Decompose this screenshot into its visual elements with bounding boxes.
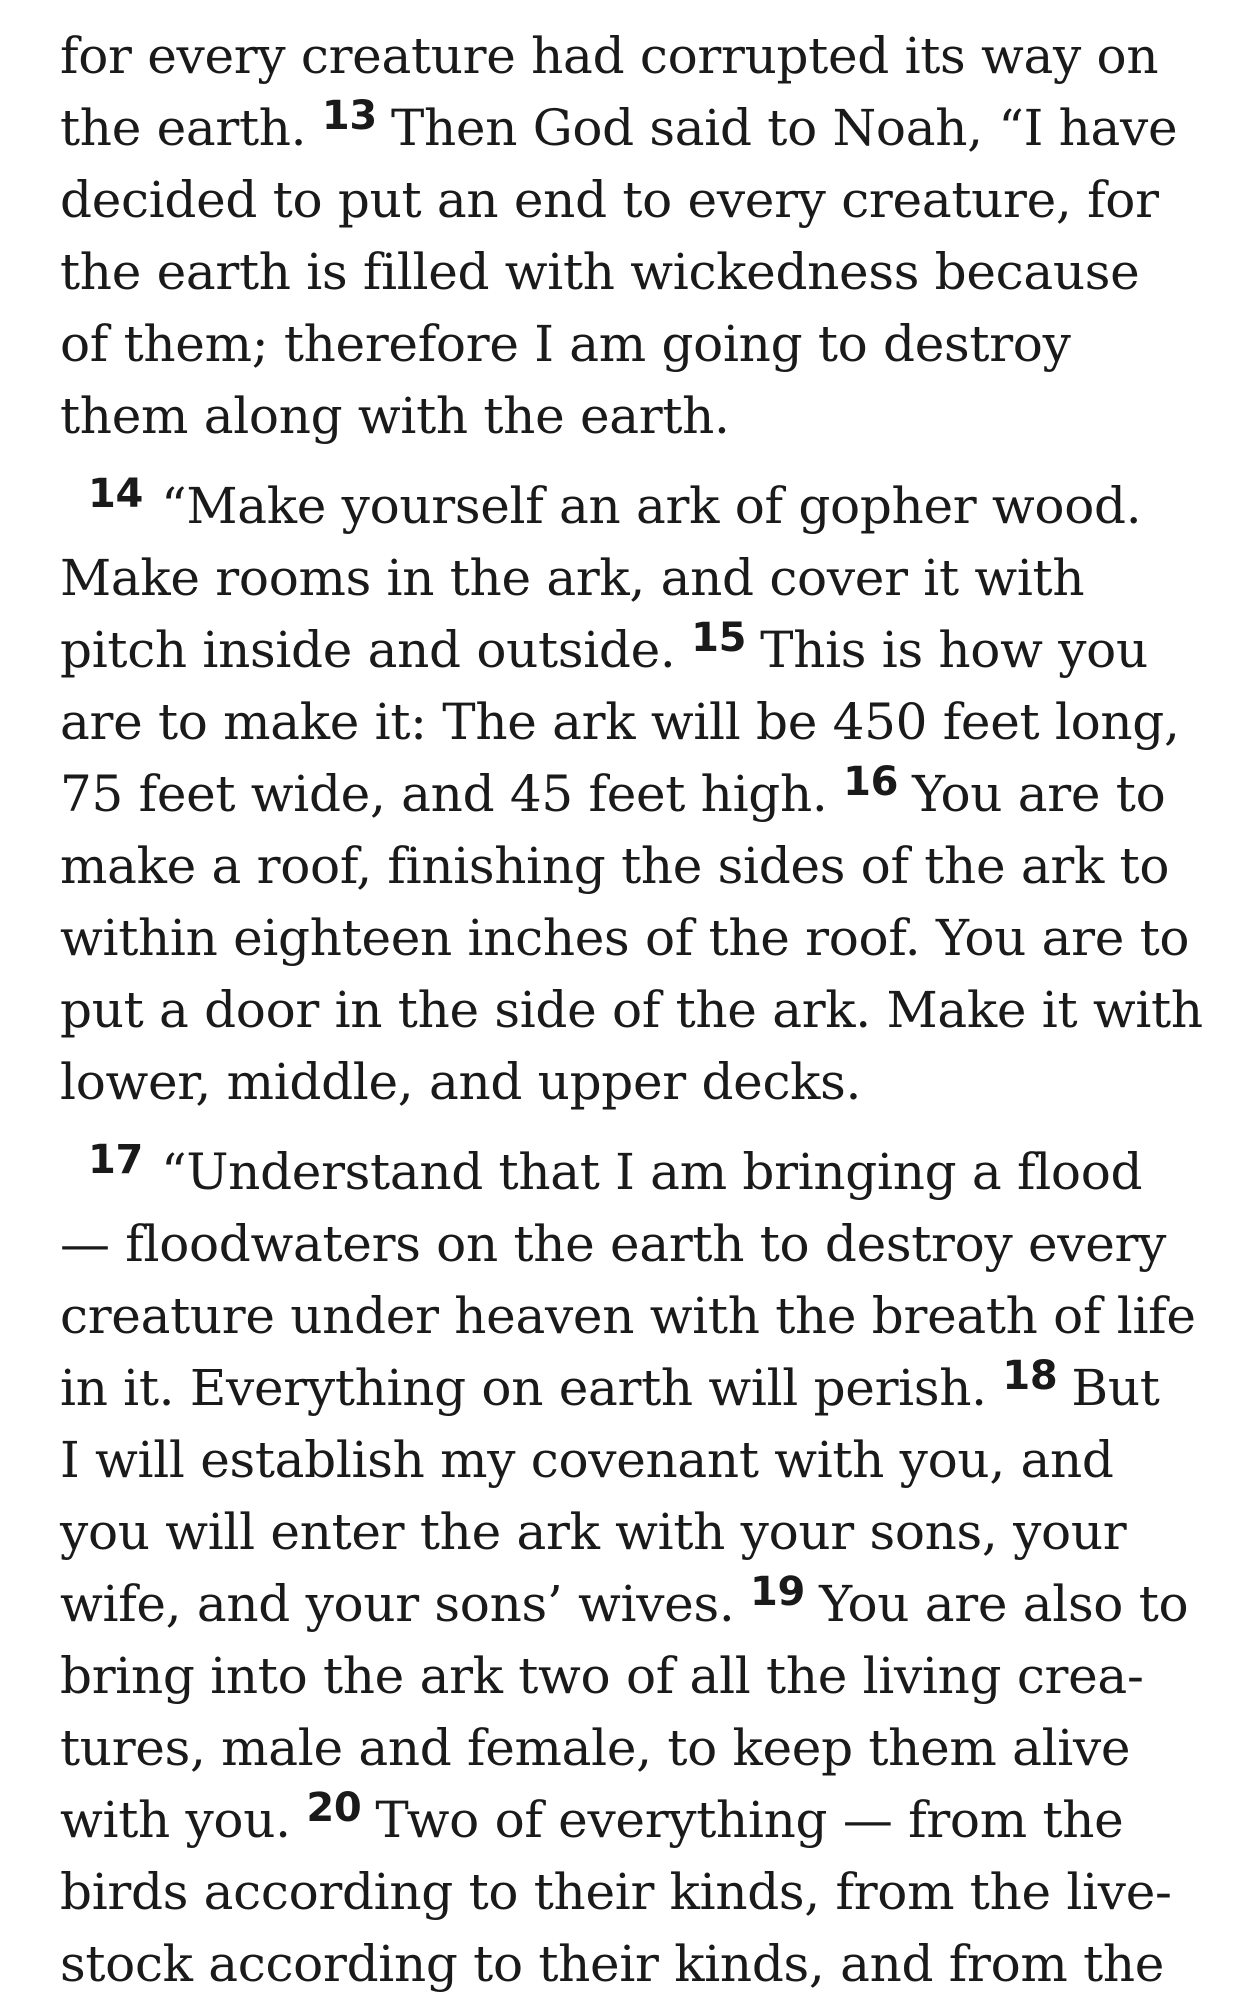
text-line: pitch inside and outside. $^{15}$ This is how you [60,615,1148,679]
text-line: decided to put an end to every creature, for [60,171,1159,229]
text-line: Make rooms in the ark, and cover it with [60,549,1085,607]
text-line: them along with the earth. [60,387,730,445]
text-line: of them; therefore I am going to destroy [60,315,1071,373]
text-line: wife, and your sons’ wives. $^{19}$ You are also to [60,1569,1189,1633]
verse-number-17: 17 [88,1137,144,1183]
text-line: for every creature had corrupted its way on [60,27,1159,85]
text-line: the earth is filled with wickedness because [60,243,1140,301]
verse-number-19: 19 [750,1569,806,1615]
text-line: creature under heaven with the breath of life [60,1287,1196,1345]
text-line: birds according to their kinds, from the live- [60,1863,1172,1921]
verse-number-13: 13 [321,93,377,139]
verse-number-16: 16 [843,759,899,805]
text-line: with you. $^{20}$ Two of everything — from the [60,1785,1124,1849]
text-line: make a roof, finishing the sides of the ark to [60,837,1170,895]
text-line: are to make it: The ark will be 450 feet long, [60,693,1180,751]
text-line: you will enter the ark with your sons, your [60,1503,1127,1561]
verse-number-18: 18 [1002,1353,1058,1399]
text-line: $^{14}$ “Make yourself an ark of gopher wood. [88,471,1142,535]
verse-number-14: 14 [88,471,144,517]
text-line: tures, male and female, to keep them alive [60,1719,1131,1777]
text-line: the earth. $^{13}$ Then God said to Noah, “I have [60,93,1178,157]
text-line: bring into the ark two of all the living crea- [60,1647,1144,1705]
text-line: stock according to their kinds, and from the [60,1935,1165,1993]
text-line: in it. Everything on earth will perish. $^{18}$ But [60,1353,1160,1417]
text-line: — floodwaters on the earth to destroy every [60,1215,1167,1273]
text-line: within eighteen inches of the roof. You are to [60,909,1190,967]
text-line: 75 feet wide, and 45 feet high. $^{16}$ You are to [60,759,1166,823]
text-line: put a door in the side of the ark. Make it with [60,981,1203,1039]
text-line: lower, middle, and upper decks. [60,1053,862,1111]
verse-number-20: 20 [306,1785,362,1831]
text-line: I will establish my covenant with you, and [60,1431,1114,1489]
verse-number-15: 15 [691,615,747,661]
text-line: $^{17}$ “Understand that I am bringing a flood [88,1137,1143,1201]
